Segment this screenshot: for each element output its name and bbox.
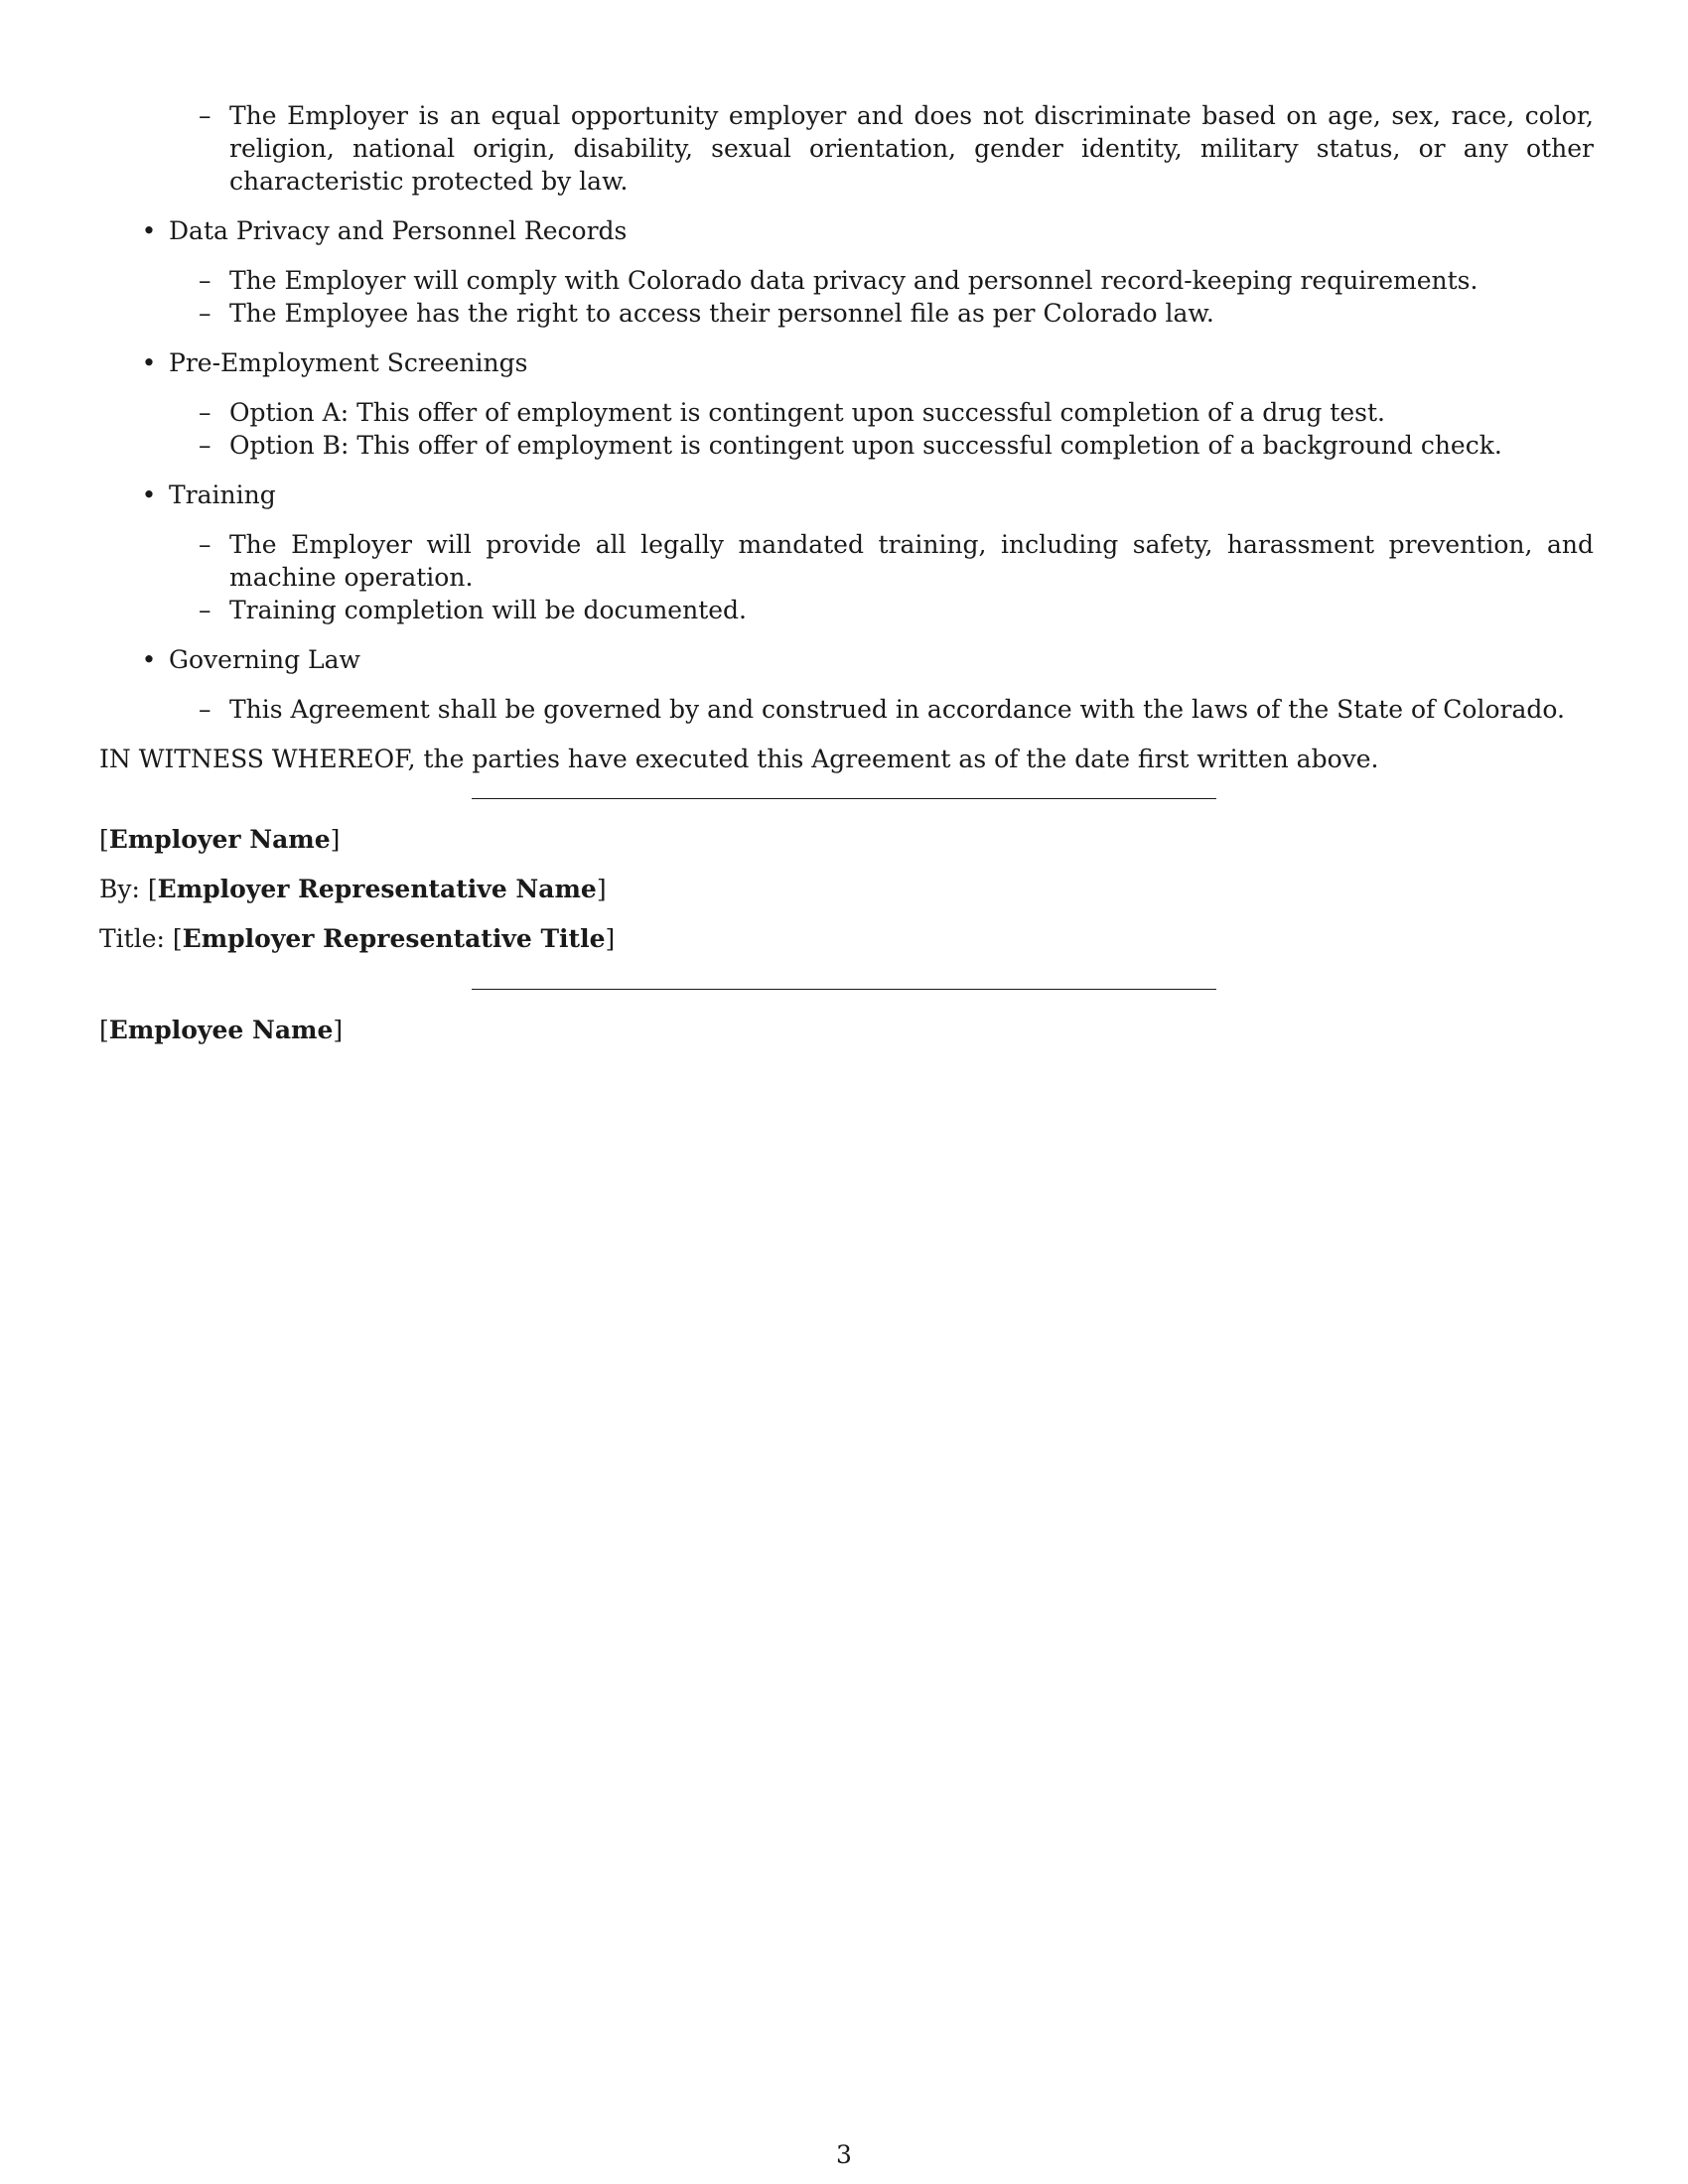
section-heading: Training	[169, 480, 276, 509]
employer-signature-line	[472, 798, 1216, 799]
list-item	[99, 528, 1594, 594]
list-item-text: Training completion will be documented.	[229, 596, 747, 624]
witness-clause: IN WITNESS WHEREOF, the parties have executed this Agreement as of the date first written above.	[99, 745, 1379, 773]
list-item-text: Option B: This offer of employment is contingent upon successful completion of a background check.	[229, 431, 1502, 460]
dash-marker: –	[199, 695, 211, 724]
list-item-text: Option A: This offer of employment is contingent upon successful completion of a drug test.	[229, 398, 1385, 427]
section-heading: Governing Law	[169, 645, 360, 674]
section-heading: Pre-Employment Screenings	[169, 348, 528, 377]
section-sublist	[99, 693, 1594, 726]
bullet-marker: •	[141, 645, 157, 674]
dash-marker: –	[199, 101, 211, 130]
close-bracket: ]	[596, 875, 607, 903]
close-bracket: ]	[333, 1016, 344, 1044]
dash-marker: –	[199, 266, 211, 295]
section-pre-employment	[99, 346, 1594, 379]
open-bracket: [	[172, 924, 183, 953]
section-data-privacy	[99, 214, 1594, 247]
list-item	[99, 396, 1594, 429]
open-bracket: [	[99, 825, 109, 854]
section-heading: Data Privacy and Personnel Records	[169, 216, 628, 245]
employer-title-row	[99, 922, 1594, 955]
employer-name: Employer Name	[108, 825, 331, 854]
list-item	[99, 297, 1594, 330]
bullet-marker: •	[141, 480, 157, 509]
by-label: By:	[99, 875, 148, 903]
employee-name-row	[99, 1014, 1594, 1046]
employer-name-row	[99, 823, 1594, 856]
dash-marker: –	[199, 299, 211, 328]
list-item	[99, 99, 1594, 198]
page-number: 3	[836, 2140, 852, 2169]
section-governing-law	[99, 643, 1594, 676]
close-bracket: ]	[330, 825, 341, 854]
bullet-marker: •	[141, 216, 157, 245]
list-item-text: The Employer is an equal opportunity employer and does not discriminate based on age, sex, race, color, religion, national origin, disability, sexual orientation, gender identity, military status, or any other characteristic protected by law.	[229, 101, 1594, 196]
list-item-text: The Employer will comply with Colorado data privacy and personnel record-keeping requirements.	[229, 266, 1478, 295]
employer-rep-title: Employer Representative Title	[182, 924, 606, 953]
list-item	[99, 594, 1594, 626]
section-sublist	[99, 528, 1594, 626]
list-item-text: The Employee has the right to access their personnel file as per Colorado law.	[229, 299, 1214, 328]
dash-marker: –	[199, 398, 211, 427]
intro-sublist	[99, 99, 1594, 198]
employer-rep-name: Employer Representative Name	[157, 875, 597, 903]
dash-marker: –	[199, 431, 211, 460]
bullet-marker: •	[141, 348, 157, 377]
employee-name: Employee Name	[108, 1016, 334, 1044]
list-item-text: This Agreement shall be governed by and construed in accordance with the laws of the State of Colorado.	[229, 695, 1565, 724]
dash-marker: –	[199, 596, 211, 624]
open-bracket: [	[147, 875, 158, 903]
close-bracket: ]	[605, 924, 616, 953]
list-item	[99, 693, 1594, 726]
list-item-text: The Employer will provide all legally mandated training, including safety, harassment prevention, and machine operation.	[229, 530, 1594, 592]
list-item	[99, 429, 1594, 462]
employee-signature-line	[472, 989, 1216, 990]
list-item	[99, 264, 1594, 297]
section-training	[99, 478, 1594, 511]
document-body	[99, 99, 1594, 1046]
title-label: Title:	[99, 924, 173, 953]
open-bracket: [	[99, 1016, 109, 1044]
employer-by-row	[99, 873, 1594, 905]
dash-marker: –	[199, 530, 211, 559]
section-sublist	[99, 396, 1594, 462]
section-sublist	[99, 264, 1594, 330]
